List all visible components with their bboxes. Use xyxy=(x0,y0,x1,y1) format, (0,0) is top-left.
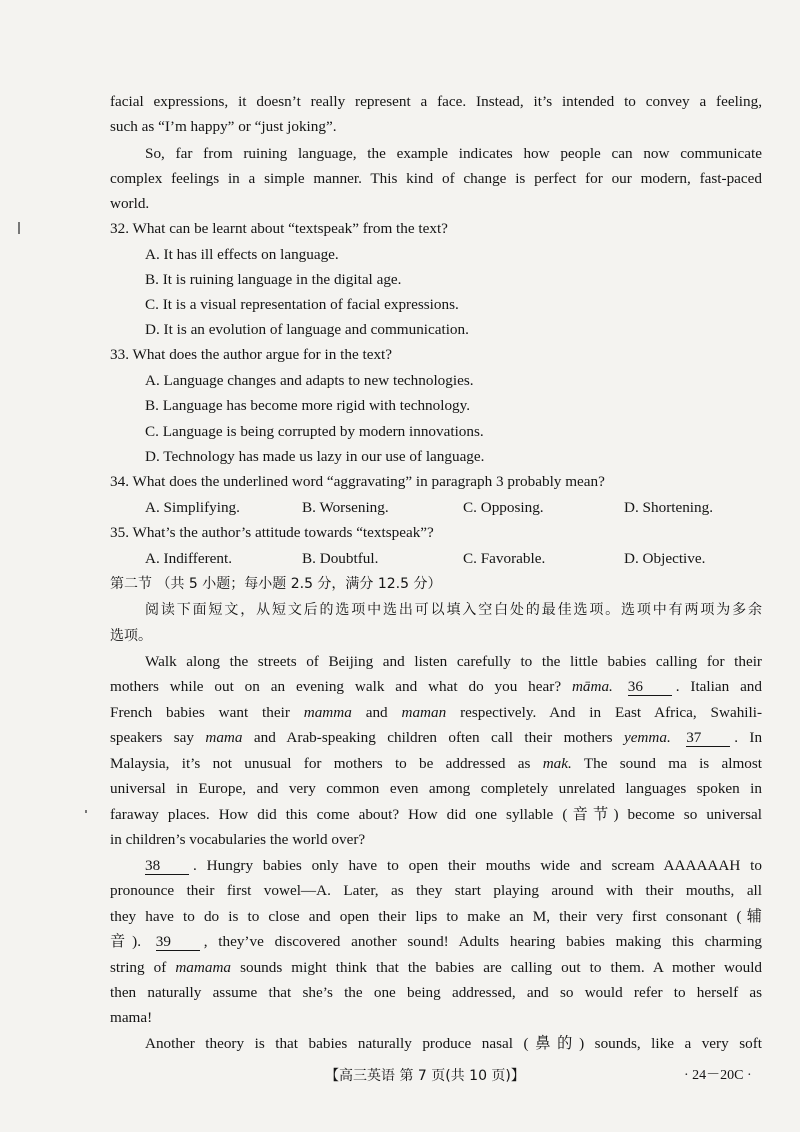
passage-line: then naturally assume that she’s the one being addressed, and so would refer to herself as xyxy=(110,984,762,1001)
text-run: sounds might think that the babies are calling out to them. A mother would xyxy=(240,959,763,976)
text-run: and xyxy=(365,704,388,721)
text-run: . Italian and xyxy=(675,678,762,695)
page-code: · 24－20C · xyxy=(684,1068,752,1083)
blank-36[interactable]: 36 xyxy=(628,679,672,696)
question-32-stem: 32. What can be learnt about “textspeak” from the text? xyxy=(110,220,448,237)
question-33-stem: 33. What does the author argue for in the text? xyxy=(110,346,393,363)
section-heading: 第二节 （共 5 小题；每小题 2.5 分，满分 12.5 分） xyxy=(110,576,442,592)
passage-line: facial expressions, it doesn’t really represent a face. Instead, it’s intended to convey a feeling, xyxy=(110,93,762,110)
question-32-option-a: A. It has ill effects on language. xyxy=(145,246,339,263)
question-33-option-d: D. Technology has made us lazy in our use of language. xyxy=(145,448,485,465)
question-32-option-d: D. It is an evolution of language and communication. xyxy=(145,321,469,338)
passage-line: such as “I’m happy” or “just joking”. xyxy=(110,118,337,135)
passage-line: universal in Europe, and very common even among completely unrelated languages spoken in xyxy=(110,780,762,797)
question-32-option-b: B. It is ruining language in the digital age. xyxy=(145,271,402,288)
italic-word: mamma xyxy=(303,704,352,721)
passage-line: faraway places. How did this come about? How did one syllable (音节) become so universal xyxy=(110,806,762,823)
question-34-option-b: B. Worsening. xyxy=(302,499,389,516)
text-run: string of xyxy=(110,959,167,976)
passage-line: world. xyxy=(110,195,150,212)
passage-line xyxy=(110,754,762,774)
question-33-option-a: A. Language changes and adapts to new technologies. xyxy=(145,372,474,389)
italic-word: yemma. xyxy=(623,729,671,746)
italic-word: mamama xyxy=(175,959,232,976)
section-instruction: 阅读下面短文，从短文后的选项中选出可以填入空白处的最佳选项。选项中有两项为多余 xyxy=(145,602,762,618)
text-run: respectively. And in East Africa, Swahili- xyxy=(460,704,763,721)
italic-word: mak. xyxy=(542,755,572,772)
scan-edge-mark xyxy=(85,810,87,813)
question-35-option-c: C. Favorable. xyxy=(463,550,546,567)
question-34-option-d: D. Shortening. xyxy=(624,499,714,516)
passage-line: complex feelings in a simple manner. This kind of change is perfect for our modern, fast-paced xyxy=(110,170,762,187)
question-33-option-c: C. Language is being corrupted by modern innovations. xyxy=(145,423,484,440)
text-run: 音). xyxy=(110,933,141,950)
text-run: . In xyxy=(734,729,763,746)
passage-line xyxy=(110,958,762,978)
passage-line xyxy=(110,677,762,697)
text-run: . Hungry babies only have to open their mouths wide and scream AAAAAAH to xyxy=(193,857,762,874)
blank-38[interactable]: 38 xyxy=(145,858,189,875)
text-run: The sound ma is almost xyxy=(583,755,762,772)
passage-line xyxy=(110,932,762,952)
blank-37[interactable]: 37 xyxy=(686,730,730,747)
question-35-stem: 35. What’s the author’s attitude towards “textspeak”? xyxy=(110,524,434,541)
passage-line: pronounce their first vowel—A. Later, as they start playing around with their mouths, all xyxy=(110,882,762,899)
section-instruction-cont: 选项。 xyxy=(110,628,152,644)
passage-line: Another theory is that babies naturally produce nasal (鼻的) sounds, like a very soft xyxy=(145,1035,762,1052)
page-footer: 【高三英语 第 7 页(共 10 页)】 xyxy=(325,1068,525,1084)
passage-line: they have to do is to close and open their lips to make an M, their very first consonant (辅 xyxy=(110,908,762,925)
question-35-option-d: D. Objective. xyxy=(624,550,706,567)
text-run: French babies want their xyxy=(110,704,290,721)
passage-line xyxy=(145,856,762,876)
passage-line: So, far from ruining language, the example indicates how people can now communicate xyxy=(145,145,762,162)
question-34-option-a: A. Simplifying. xyxy=(145,499,240,516)
text-run: , they’ve discovered another sound! Adults hearing babies making this charming xyxy=(203,933,763,950)
italic-word: maman xyxy=(401,704,447,721)
italic-word: māma. xyxy=(571,678,613,695)
italic-word: mama xyxy=(205,729,243,746)
passage-line: mama! xyxy=(110,1009,153,1026)
question-34-option-c: C. Opposing. xyxy=(463,499,544,516)
text-run: mothers while out on an evening walk and what do you hear? xyxy=(110,678,562,695)
question-32-option-c: C. It is a visual representation of facial expressions. xyxy=(145,296,459,313)
passage-line: Walk along the streets of Beijing and listen carefully to the little babies calling for their xyxy=(145,653,762,670)
question-34-stem: 34. What does the underlined word “aggravating” in paragraph 3 probably mean? xyxy=(110,473,605,490)
scan-edge-mark xyxy=(18,222,20,234)
text-run: Malaysia, it’s not unusual for mothers to be addressed as xyxy=(110,755,531,772)
question-33-option-b: B. Language has become more rigid with technology. xyxy=(145,397,471,414)
text-run: speakers say xyxy=(110,729,194,746)
question-35-option-b: B. Doubtful. xyxy=(302,550,379,567)
passage-line: in children’s vocabularies the world over? xyxy=(110,831,366,848)
question-35-option-a: A. Indifferent. xyxy=(145,550,233,567)
passage-line xyxy=(110,703,762,723)
passage-line xyxy=(110,728,762,748)
text-run: and Arab-speaking children often call their mothers xyxy=(253,729,613,746)
blank-39[interactable]: 39 xyxy=(156,934,200,951)
